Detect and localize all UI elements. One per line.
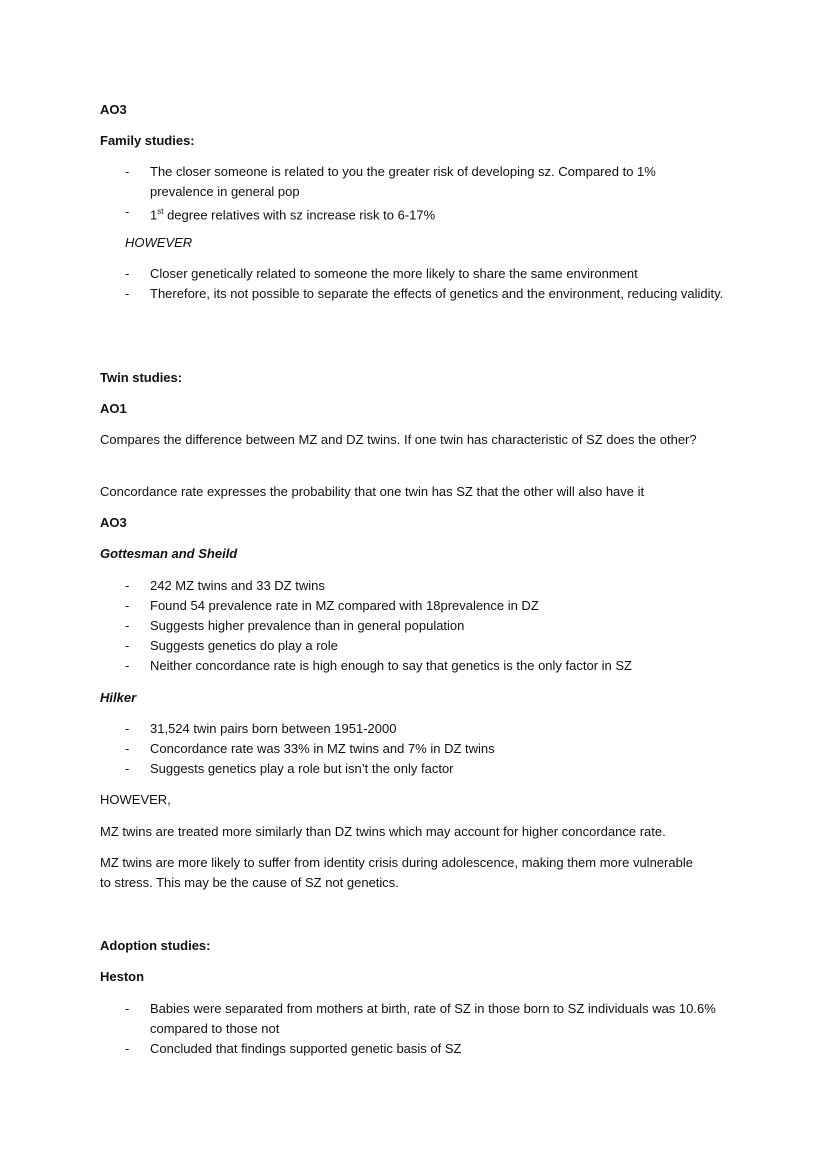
study-title-gottesman: Gottesman and Sheild <box>100 546 238 561</box>
list-item: - Therefore, its not possible to separate the effects of genetics and the environment, reducing validity. <box>125 286 724 301</box>
paragraph: Compares the difference between MZ and DZ twins. If one twin has characteristic of SZ does the other? <box>100 432 697 447</box>
however-label: HOWEVER <box>125 235 193 250</box>
hilker-points-list <box>100 719 720 779</box>
heading-adoption-studies: Adoption studies: <box>100 938 211 953</box>
list-item: - Suggests higher prevalence than in general population <box>125 618 465 633</box>
heading-family-studies: Family studies: <box>100 133 195 148</box>
section-label-ao3: AO3 <box>100 102 127 117</box>
study-title-heston: Heston <box>100 969 145 984</box>
list-item: - Neither concordance rate is high enough to say that genetics is the only factor in SZ <box>125 658 632 673</box>
study-title-hilker: Hilker <box>100 690 137 705</box>
list-item: - Concluded that findings supported genetic basis of SZ <box>125 1041 462 1056</box>
section-label-ao3: AO3 <box>100 515 127 530</box>
paragraph: Concordance rate expresses the probability that one twin has SZ that the other will also have it <box>100 484 645 499</box>
heston-points-list <box>100 999 730 1059</box>
gottesman-points-list <box>100 576 720 676</box>
family-counter-list <box>100 264 730 304</box>
list-item: - The closer someone is related to you the greater risk of developing sz. Compared to 1% prevalence in general pop <box>125 164 656 199</box>
list-item: - Suggests genetics play a role but isn’t the only factor <box>125 761 454 776</box>
however-label: HOWEVER, <box>100 792 171 807</box>
list-item: - Closer genetically related to someone the more likely to share the same environment <box>125 266 638 281</box>
list-item: - Found 54 prevalence rate in MZ compared with 18prevalence in DZ <box>125 598 539 613</box>
section-label-ao1: AO1 <box>100 401 127 416</box>
list-item: - 31,524 twin pairs born between 1951-2000 <box>125 721 397 736</box>
list-item: - 1st degree relatives with sz increase risk to 6-17% <box>125 204 436 223</box>
family-points-list <box>100 162 720 225</box>
paragraph: MZ twins are treated more similarly than DZ twins which may account for higher concordance rate. <box>100 824 666 839</box>
list-item: - Suggests genetics do play a role <box>125 638 338 653</box>
heading-twin-studies: Twin studies: <box>100 370 183 385</box>
paragraph: MZ twins are more likely to suffer from identity crisis during adolescence, making them more vulnerable to stress. This may be the cause of SZ not genetics. <box>100 855 693 890</box>
list-item: - Concordance rate was 33% in MZ twins and 7% in DZ twins <box>125 741 495 756</box>
list-item: - Babies were separated from mothers at birth, rate of SZ in those born to SZ individuals was 10.6% compared to those not <box>125 1001 716 1036</box>
list-item: - 242 MZ twins and 33 DZ twins <box>125 578 325 593</box>
